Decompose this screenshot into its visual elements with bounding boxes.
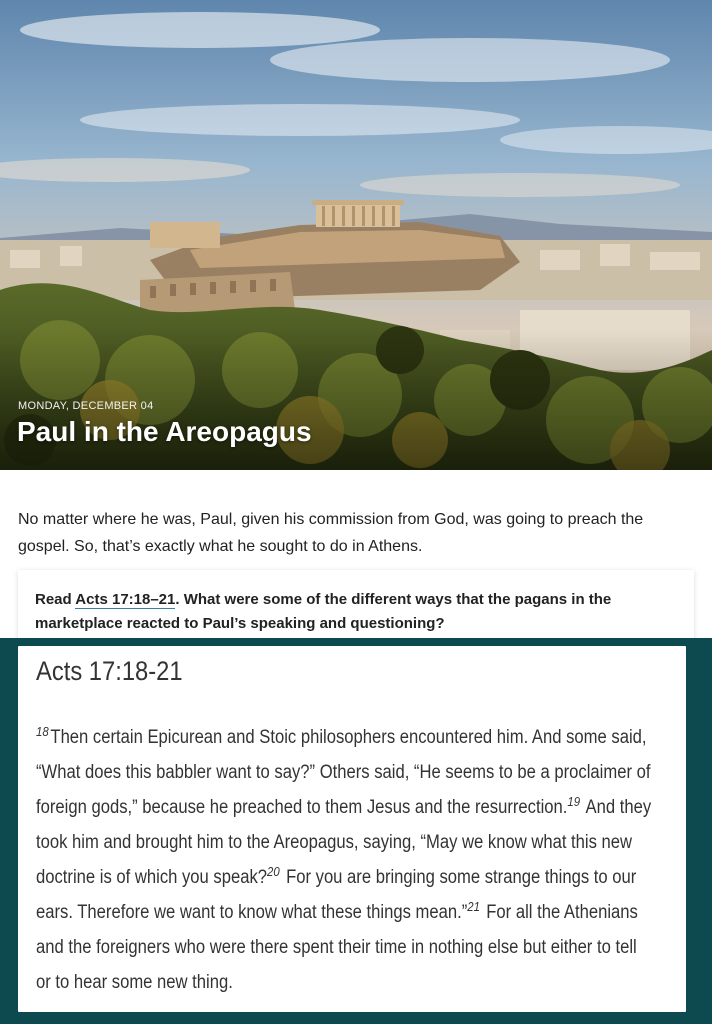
verse-text: foreign gods,” because he preached to them Jesus and the resurrection.: [36, 797, 568, 818]
verse-line: [36, 790, 675, 825]
verse-text: “What does this babbler want to say?” Others said, “He seems to be a proclaimer of: [36, 762, 651, 783]
verse-text: Then certain Epicurean and Stoic philosophers encountered him. And some said,: [50, 727, 647, 748]
verse-line: [36, 860, 675, 895]
verse-text: and the foreigners who were there spent their time in nothing else but either to tell: [36, 937, 637, 958]
intro-paragraph: No matter where he was, Paul, given his commission from God, was going to preach the gospel. So, that’s exactly what he sought to do in Athens.: [18, 511, 644, 555]
verse-text: ears. Therefore we want to know what these things mean.”: [36, 902, 468, 923]
verse-text: For you are bringing some strange things to our: [281, 867, 637, 888]
verse-number: 20: [267, 864, 280, 879]
scripture-reference-link[interactable]: Acts 17:18–21: [75, 591, 176, 608]
hero-banner: [0, 0, 712, 470]
verse-line: [36, 965, 675, 1000]
verse-text: doctrine is of which you speak?: [36, 867, 268, 888]
verse-line: [36, 755, 675, 790]
question-body: . What were some of the different ways that the pagans in the marketplace reacted to Paul’s speaking and questioning?: [35, 591, 612, 632]
question-prefix: Read: [35, 591, 76, 608]
verse-line: [36, 895, 675, 930]
verse-text: And they: [581, 797, 652, 818]
page-title: Paul in the Areopagus: [17, 416, 312, 447]
scripture-popup: [18, 646, 686, 1012]
question-card: [18, 570, 694, 642]
verse-line: [36, 825, 675, 860]
verse-text: For all the Athenians: [481, 902, 638, 923]
verse-number: 19: [567, 794, 581, 809]
verse-text: took him and brought him to the Areopagus, saying, “May we know what this new: [36, 832, 633, 853]
verse-text: or to hear some new thing.: [36, 972, 233, 993]
verse-number: 18: [36, 724, 49, 739]
scripture-title: Acts 17:18-21: [36, 656, 183, 686]
verse-line: [36, 720, 675, 755]
lesson-date: MONDAY, DECEMBER 04: [18, 400, 154, 412]
question-text: [35, 588, 675, 636]
verse-number: 21: [467, 899, 480, 914]
scripture-text: [36, 720, 675, 1000]
verse-line: [36, 930, 675, 965]
